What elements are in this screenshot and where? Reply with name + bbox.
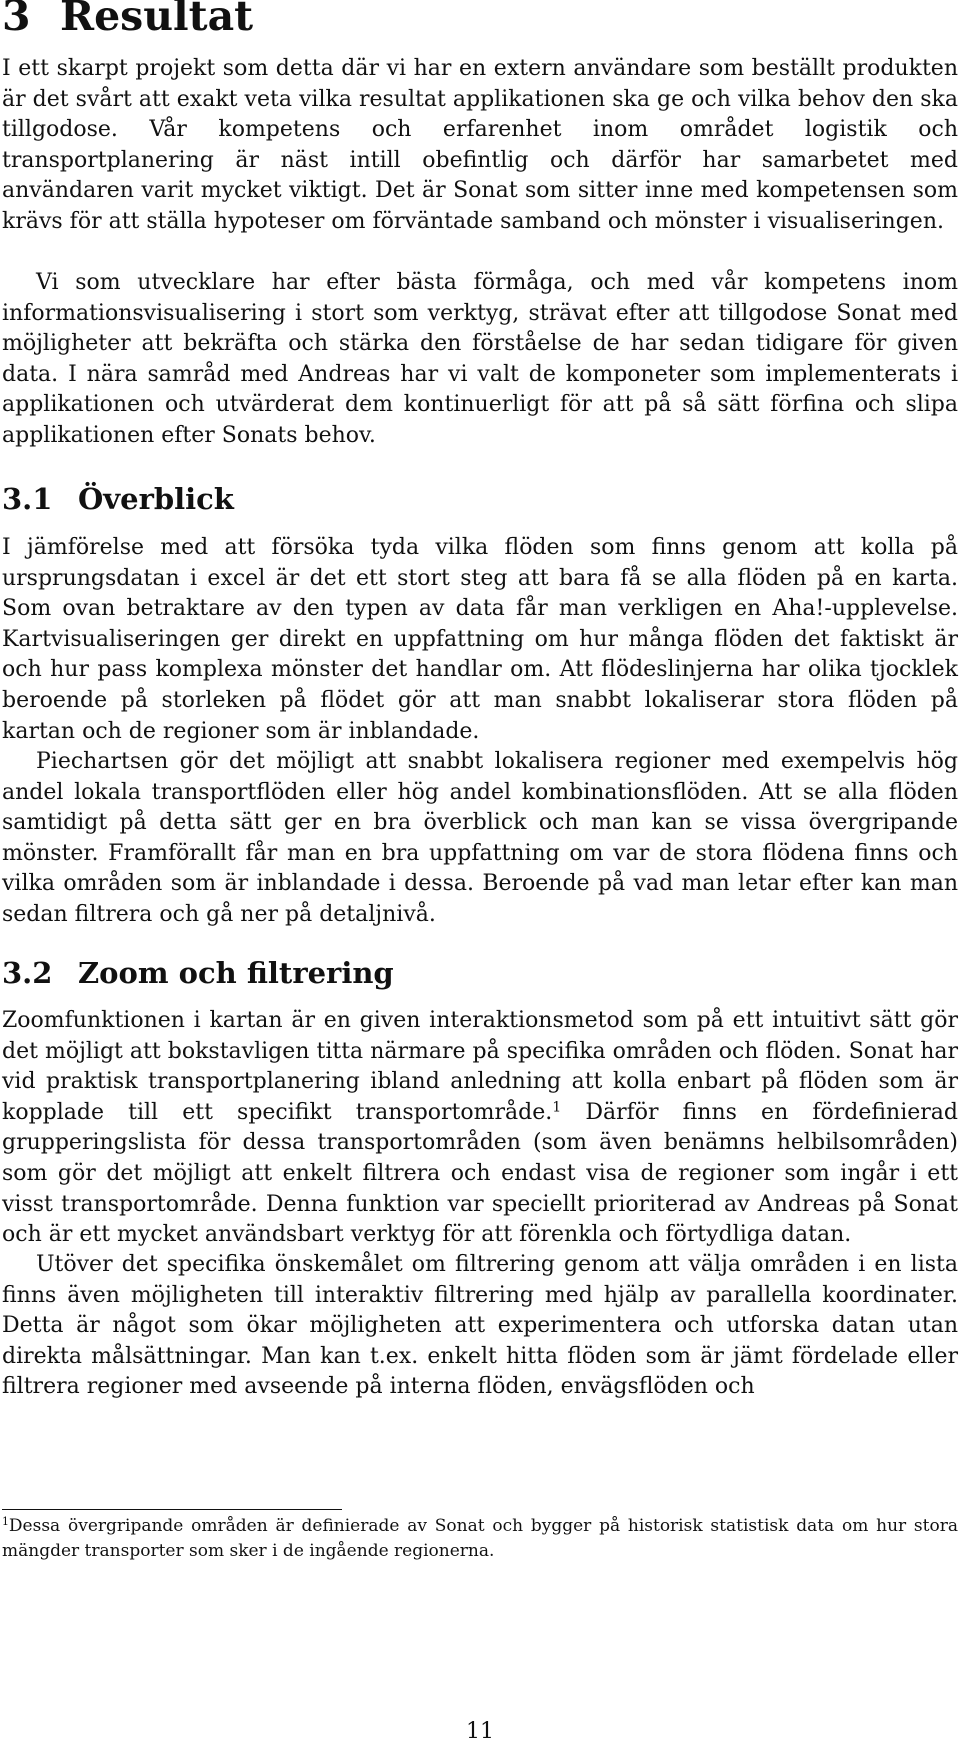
footnote-text: Dessa övergripande områden är definierade av Sonat och bygger på historisk statistisk data om hur stora mängder transporter som sker i de ingående regionerna. bbox=[2, 1516, 958, 1561]
section-heading bbox=[2, 0, 254, 40]
subsection-heading-overview bbox=[2, 482, 234, 516]
footnote bbox=[2, 1514, 958, 1563]
paragraph-map-overview: I jämförelse med att försöka tyda vilka flöden som finns genom att kolla på ursprungsdatan i excel är det ett stort steg att bara få se alla flöden på en karta. Som ovan betraktare av den typen av data får man verkligen en Aha!-upplevelse. Kartvisualiseringen ger direkt en uppfattning om hur många flöden det faktiskt är och hur pass komplexa mönster det handlar om. Att flödeslinjerna har olika tjocklek beroende på storleken på flödet gör att man snabbt lokaliserar stora flöden på kartan och de regioner som är inblandade. bbox=[2, 535, 958, 744]
footnote-number: 1 bbox=[2, 1515, 9, 1529]
section-title: Resultat bbox=[60, 0, 254, 40]
paragraph-filtering: Utöver det specifika önskemålet om filtrering genom att välja områden i en lista finns även möjligheten till interaktiv filtrering med hjälp av parallella koordinater. Detta är något som ökar möjligheten att experimentera och utforska datan utan direkta målsättningar. Man kan t.ex. enkelt hitta flöden som är jämt fördelade eller filtrera regioner med avseende på interna flöden, envägsflöden och bbox=[2, 1252, 958, 1400]
footnote-rule bbox=[2, 1509, 342, 1510]
footnote-mark: 1 bbox=[552, 1099, 562, 1116]
subsection-heading-zoom bbox=[2, 956, 394, 990]
page-number: 11 bbox=[466, 1719, 494, 1744]
paragraph-zoom-part-1: Zoomfunktionen i kartan är en given interaktionsmetod som på ett intuitivt sätt gör det möjligt att bokstavligen titta närmare på specifika områden och flöden. Sonat har vid praktisk transportplanering ibland anledning att kolla enbart på flöden som är kopplade till ett specifikt transportområde. bbox=[2, 1008, 958, 1125]
subsection-title: Zoom och filtrering bbox=[78, 956, 394, 990]
paragraph-intro: I ett skarpt projekt som detta där vi har en extern användare som beställt produkten är det svårt att exakt veta vilka resultat applikationen ska ge och vilka behov den ska tillgodose. Vår kompetens och erfarenhet inom området logistik och transportplanering är näst intill obefintlig och därför har samarbetet med användaren varit mycket viktigt. Det är Sonat som sitter inne med kompetensen som krävs för att ställa hypoteser om förväntade samband och mönster i visualiseringen. bbox=[2, 56, 958, 234]
paragraph-developers: Vi som utvecklare har efter bästa förmåga, och med vår kompetens inom informationsvisualisering i stort som verktyg, strävat efter att tillgodose Sonat med möjligheter att bekräfta och stärka den förståelse de har sedan tidigare för given data. I nära samråd med Andreas har vi valt de komponeter som implementerats i applikationen och utvärderat dem kontinuerligt för att på så sätt förfina och slipa applikationen efter Sonats behov. bbox=[2, 270, 958, 448]
paragraph-piecharts: Piechartsen gör det möjligt att snabbt lokalisera regioner med exempelvis hög andel lokala transportflöden eller hög andel kombinationsflöden. Att se alla flöden samtidigt på detta sätt ger en bra överblick och man kan se vissa övergripande mönster. Framförallt får man en bra uppfattning om var de stora flödena finns och vilka områden som är inblandade i dessa. Beroende på vad man letar efter kan man sedan filtrera och gå ner på detaljnivå. bbox=[2, 749, 958, 927]
paragraph-zoom bbox=[2, 1006, 958, 1251]
subsection-number: 3.2 bbox=[2, 956, 53, 990]
paragraph-zoom-part-2: Därför finns en fördefinierad grupperingslista för dessa transportområden (som även benämns helbilsområden) som gör det möjligt att enkelt filtrera och endast visa de regioner som ingår i ett visst transportområde. Denna funktion var speciellt prioriterad av Andreas på Sonat och är ett mycket användsbart verktyg för att förenkla och förtydliga datan. bbox=[2, 1099, 958, 1248]
section-number: 3 bbox=[2, 0, 31, 40]
subsection-title: Överblick bbox=[78, 482, 234, 516]
subsection-number: 3.1 bbox=[2, 482, 53, 516]
